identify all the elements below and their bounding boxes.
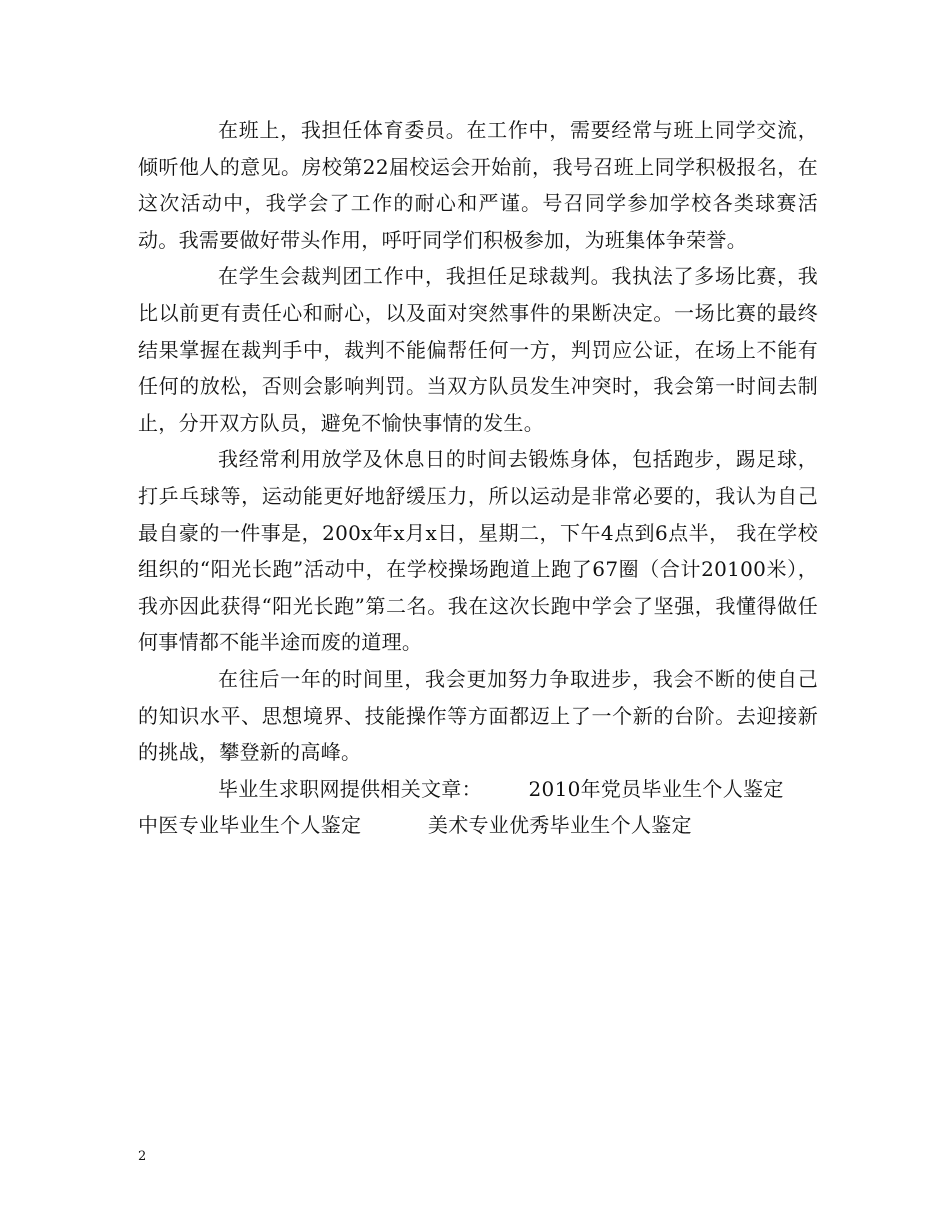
document-body	[138, 112, 818, 844]
related-article-link[interactable]: 中医专业毕业生个人鉴定	[138, 813, 362, 838]
paragraph-referee: 在学生会裁判团工作中，我担任足球裁判。我执法了多场比赛，我比以前更有责任心和耐心，以及面对突然事件的果断决定。一场比赛的最终结果掌握在裁判手中，裁判不能偏帮任何一方，判罚应公证，在场上不能有任何的放松，否则会影响判罚。当双方队员发生冲突时，我会第一时间去制止，分开双方队员，避免不愉快事情的发生。	[138, 264, 818, 435]
paragraph-exercise: 我经常利用放学及休息日的时间去锻炼身体，包括跑步，踢足球，打乒乓球等，运动能更好地舒缓压力，所以运动是非常必要的，我认为自己最自豪的一件事是，200x年x月x日，星期二，下午4点到6点半， 我在学校组织的“阳光长跑”活动中，在学校操场跑道上跑了67圈（合计20100米），我亦因此获得“阳光长跑”第二名。我在这次长跑中学会了坚强，我懂得做任何事情都不能半途而废的道理。	[138, 447, 818, 655]
related-articles-label: 毕业生求职网提供相关文章：	[218, 776, 482, 801]
related-article-link[interactable]: 美术专业优秀毕业生个人鉴定	[427, 813, 692, 838]
related-article-link[interactable]: 2010年党员毕业生个人鉴定	[528, 776, 784, 801]
page-number: 2	[138, 1149, 147, 1164]
related-articles	[138, 771, 818, 844]
paragraph-sports-committee: 在班上，我担任体育委员。在工作中，需要经常与班上同学交流，倾听他人的意见。房校第22届校运会开始前，我号召班上同学积极报名，在这次活动中，我学会了工作的耐心和严谨。号召同学参加学校各类球赛活动。我需要做好带头作用，呼吁同学们积极参加，为班集体争荣誉。	[138, 118, 818, 252]
paragraph-future: 在往后一年的时间里，我会更加努力争取进步，我会不断的使自己的知识水平、思想境界、技能操作等方面都迈上了一个新的台阶。去迎接新的挑战，攀登新的高峰。	[138, 666, 818, 765]
